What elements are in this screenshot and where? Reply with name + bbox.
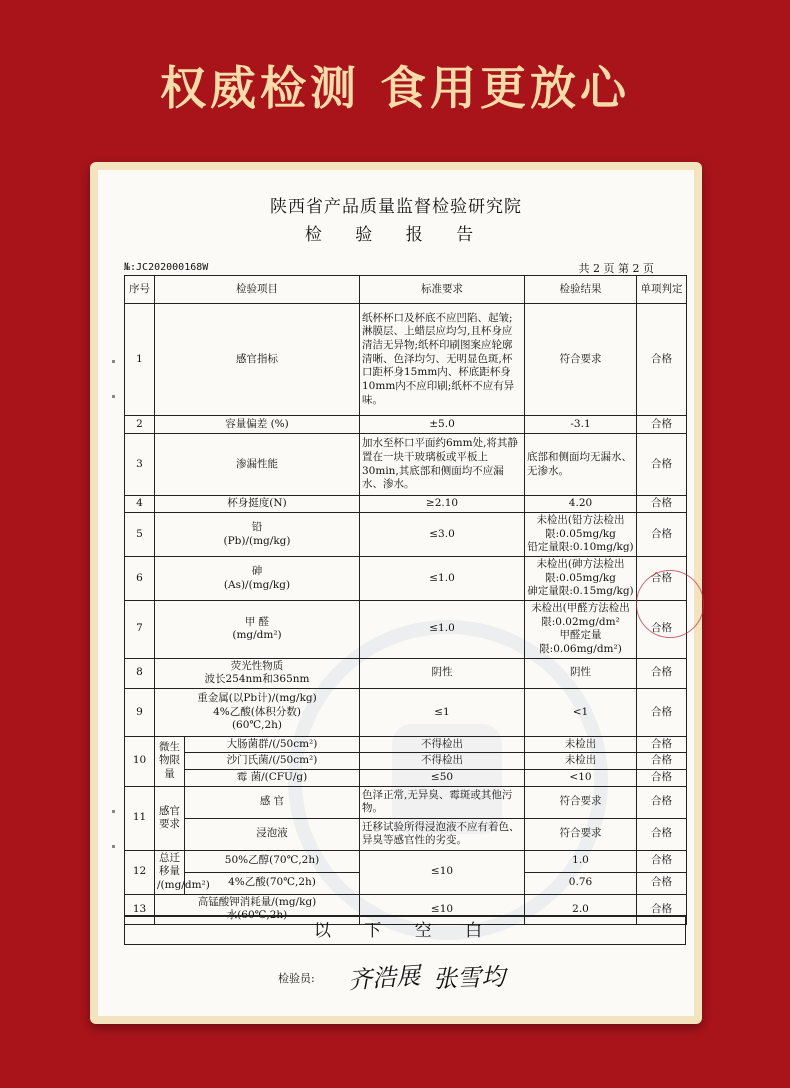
row-std: 不得检出	[360, 753, 525, 770]
row-item: 甲 醛 (mg/dm²)	[155, 601, 360, 659]
row-item: 重金属(以Pb计)/(mg/kg) 4%乙酸(体积分数) (60℃,2h)	[155, 688, 360, 736]
row-std: ≥2.10	[360, 496, 525, 513]
row-no: 7	[125, 601, 155, 659]
row-result: 未检出(铅方法检出 限:0.05mg/kg 铅定量限:0.10mg/kg)	[525, 513, 637, 557]
row-judge: 合格	[637, 513, 687, 557]
row-item: 高锰酸钾消耗量/(mg/kg) 水(60℃,2h)	[155, 894, 360, 924]
table-row	[125, 304, 687, 416]
row-std: 阴性	[360, 658, 525, 688]
row-no: 4	[125, 496, 155, 513]
row-item: 荧光性物质 波长254nm和365nm	[155, 658, 360, 688]
row-result: 未检出	[525, 753, 637, 770]
row-result: 符合要求	[525, 304, 637, 416]
table-row	[125, 688, 687, 736]
row-std: 纸杯杯口及杯底不应凹陷、起皱;淋膜层、上蜡层应均匀,且杯身应清洁无异物;纸杯印刷图案应轮廓清晰、色泽均匀、无明显色斑,杯口距杯身15mm内、杯底距杯身10mm内不应印刷;纸杯不应有异味。	[360, 304, 525, 416]
row-group: 微生物限量	[155, 736, 185, 786]
inspector-label: 检验员:	[278, 972, 315, 985]
row-item: 铅 (Pb)/(mg/kg)	[155, 513, 360, 557]
table-row	[125, 818, 687, 850]
row-std: ±5.0	[360, 416, 525, 434]
table-row	[125, 601, 687, 659]
report-number: №:JC202000168W	[124, 262, 209, 273]
row-judge: 合格	[637, 496, 687, 513]
row-judge: 合格	[637, 736, 687, 753]
row-judge: 合格	[637, 304, 687, 416]
row-result: 阴性	[525, 658, 637, 688]
row-judge: 合格	[637, 753, 687, 770]
table-row	[125, 416, 687, 434]
row-result: <10	[525, 770, 637, 787]
row-judge: 合格	[637, 850, 687, 872]
row-result: 1.0	[525, 850, 637, 872]
table-row	[125, 658, 687, 688]
banner-title: 权威检测 食用更放心	[159, 61, 630, 115]
report-title: 检 验 报 告	[304, 225, 488, 245]
row-result: 符合要求	[525, 818, 637, 850]
row-std: ≤1	[360, 688, 525, 736]
institute-name: 陕西省产品质量监督检验研究院	[270, 197, 522, 217]
table-row	[125, 786, 687, 818]
row-std: ≤1.0	[360, 557, 525, 601]
row-judge: 合格	[637, 601, 687, 659]
inspection-table	[124, 275, 687, 925]
row-result: 未检出(甲醛方法检出 限:0.02mg/dm² 甲醛定量限:0.06mg/dm²)	[525, 601, 637, 659]
row-judge: 合格	[637, 770, 687, 787]
row-judge: 合格	[637, 416, 687, 434]
row-item: 渗漏性能	[155, 434, 360, 496]
row-item: 杯身挺度(N)	[155, 496, 360, 513]
row-result: 未检出	[525, 736, 637, 753]
table-row	[125, 513, 687, 557]
row-std: ≤3.0	[360, 513, 525, 557]
row-judge: 合格	[637, 786, 687, 818]
row-no: 2	[125, 416, 155, 434]
report-paper	[98, 170, 694, 1016]
header-result: 检验结果	[525, 276, 637, 304]
row-no: 13	[125, 894, 155, 924]
row-result: 0.76	[525, 872, 637, 894]
table-row	[125, 753, 687, 770]
row-std: 色泽正常,无异臭、霉斑或其他污物。	[360, 786, 525, 818]
row-no: 9	[125, 688, 155, 736]
table-row	[125, 557, 687, 601]
row-item: 沙门氏菌/(/50cm²)	[185, 753, 360, 770]
row-item: 感 官	[185, 786, 360, 818]
row-no: 12	[125, 850, 155, 894]
row-std: 迁移试验所得浸泡液不应有着色、异臭等感官性的劣变。	[360, 818, 525, 850]
row-judge: 合格	[637, 818, 687, 850]
table-row	[125, 850, 687, 872]
row-judge: 合格	[637, 434, 687, 496]
row-result: 符合要求	[525, 786, 637, 818]
row-result: 底部和侧面均无漏水、无渗水。	[525, 434, 637, 496]
table-row	[125, 434, 687, 496]
row-item: 大肠菌群/(/50cm²)	[185, 736, 360, 753]
row-judge: 合格	[637, 658, 687, 688]
row-std: ≤10	[360, 850, 525, 894]
row-std: 不得检出	[360, 736, 525, 753]
header-item: 检验项目	[155, 276, 360, 304]
row-result: -3.1	[525, 416, 637, 434]
inspector-signature: 张雪均	[432, 962, 506, 994]
header-std: 标准要求	[360, 276, 525, 304]
row-no: 5	[125, 513, 155, 557]
row-result: 4.20	[525, 496, 637, 513]
seam-stamp	[636, 570, 704, 638]
row-no: 8	[125, 658, 155, 688]
row-std: ≤50	[360, 770, 525, 787]
blank-note: 以 下 空 白	[124, 915, 686, 945]
row-result: 未检出(砷方法检出 限:0.05mg/kg 砷定量限:0.15mg/kg)	[525, 557, 637, 601]
header-judge: 单项判定	[637, 276, 687, 304]
row-std: ≤1.0	[360, 601, 525, 659]
row-item: 4%乙酸(70℃,2h)	[185, 872, 360, 894]
row-group: 总迁移量 /(mg/dm²)	[155, 850, 185, 894]
table-row	[125, 770, 687, 787]
row-item: 感官指标	[155, 304, 360, 416]
row-item: 50%乙醇(70℃,2h)	[185, 850, 360, 872]
row-std: 加水至杯口平面约6mm处,将其静置在一块干玻璃板或平板上30min,其底部和侧面均不应漏水、渗水。	[360, 434, 525, 496]
row-item: 浸泡液	[185, 818, 360, 850]
row-no: 3	[125, 434, 155, 496]
row-judge: 合格	[637, 688, 687, 736]
table-header	[125, 276, 687, 304]
page-count: 共 2 页 第 2 页	[578, 262, 654, 275]
row-judge: 合格	[637, 872, 687, 894]
row-item: 砷 (As)/(mg/kg)	[155, 557, 360, 601]
row-item: 容量偏差 (%)	[155, 416, 360, 434]
row-no: 1	[125, 304, 155, 416]
row-no: 6	[125, 557, 155, 601]
table-row	[125, 736, 687, 753]
row-item: 霉 菌/(CFU/g)	[185, 770, 360, 787]
row-no: 10	[125, 736, 155, 786]
row-group: 感官要求	[155, 786, 185, 850]
row-result: <1	[525, 688, 637, 736]
table-row	[125, 496, 687, 513]
row-judge: 合格	[637, 557, 687, 601]
row-std: ≤10	[360, 894, 525, 924]
row-result: 2.0	[525, 894, 637, 924]
row-judge: 合格	[637, 894, 687, 924]
header-no: 序号	[125, 276, 155, 304]
inspector-signature: 齐浩展	[347, 961, 422, 995]
report-frame	[90, 162, 702, 1024]
row-no: 11	[125, 786, 155, 850]
